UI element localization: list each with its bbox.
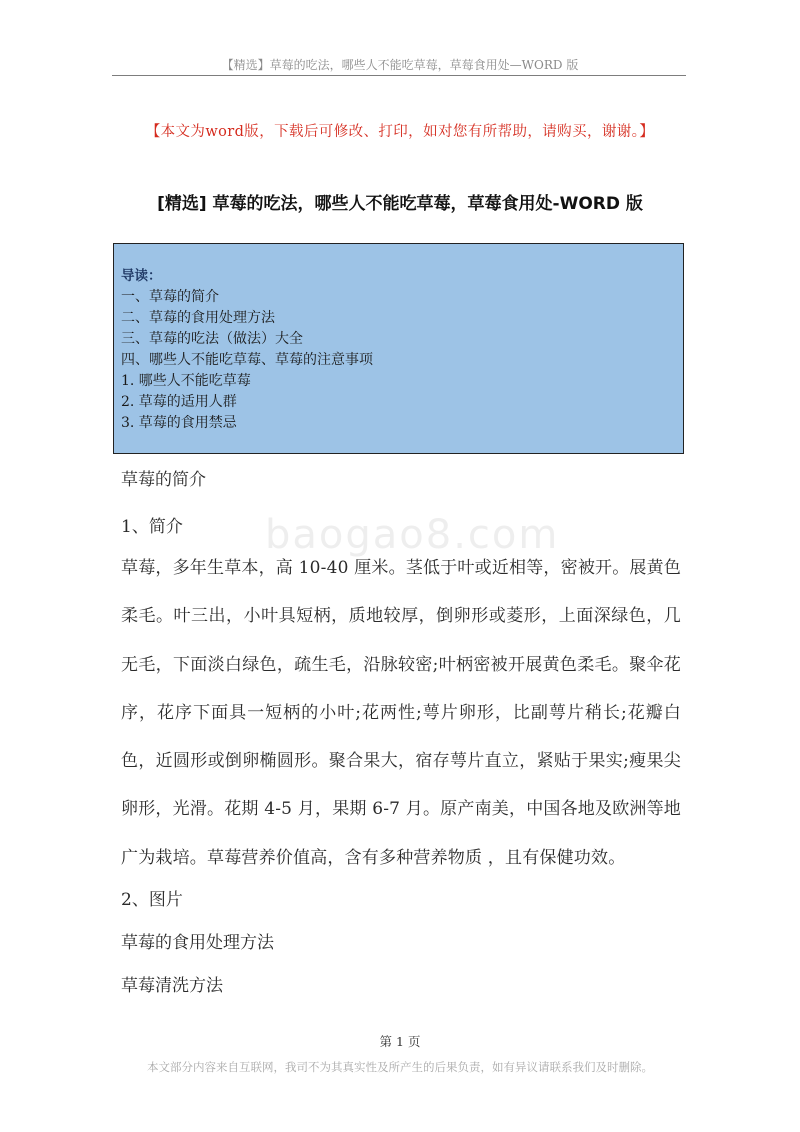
section-heading-washing: 草莓清洗方法 bbox=[121, 976, 223, 996]
watermark: baogao8.com bbox=[265, 512, 560, 558]
header-divider bbox=[112, 75, 686, 76]
toc-item-1: 一、草莓的简介 bbox=[121, 289, 219, 305]
toc-item-5: 1. 哪些人不能吃草莓 bbox=[121, 373, 251, 389]
subheading-intro: 1、简介 bbox=[121, 517, 183, 537]
toc-item-4: 四、哪些人不能吃草莓、草莓的注意事项 bbox=[121, 352, 373, 368]
table-of-contents bbox=[113, 243, 684, 454]
section-heading-intro: 草莓的简介 bbox=[121, 470, 206, 490]
purchase-notice: 【本文为word版，下载后可修改、打印，如对您有所帮助，请购买，谢谢。】 bbox=[145, 124, 655, 140]
subheading-images: 2、图片 bbox=[121, 890, 183, 910]
toc-item-3: 三、草莓的吃法（做法）大全 bbox=[121, 331, 303, 347]
toc-item-2: 二、草莓的食用处理方法 bbox=[121, 310, 275, 326]
toc-heading: 导读： bbox=[121, 268, 162, 284]
footer-disclaimer: 本文部分内容来自互联网，我司不为其真实性及所产生的后果负责，如有异议请联系我们及时删除。 bbox=[147, 1060, 653, 1074]
section-heading-handling: 草莓的食用处理方法 bbox=[121, 933, 274, 953]
toc-item-7: 3. 草莓的食用禁忌 bbox=[121, 415, 237, 431]
running-header: 【精选】草莓的吃法，哪些人不能吃草莓，草莓食用处—WORD 版 bbox=[221, 58, 579, 72]
page-number: 第 1 页 bbox=[379, 1034, 421, 1049]
intro-paragraph: 草莓，多年生草本，高 10-40 厘米。茎低于叶或近相等，密被开。展黄色柔毛。叶三出，小叶具短柄，质地较厚，倒卵形或菱形，上面深绿色，几无毛，下面淡白绿色，疏生毛，沿脉较密;叶柄密被开展黄色柔毛。聚伞花序，花序下面具一短柄的小叶;花两性;萼片卵形，比副萼片稍长;花瓣白色，近圆形或倒卵椭圆形。聚合果大，宿存萼片直立，紧贴于果实;瘦果尖卵形，光滑。花期 4-5 月，果期 6-7 月。原产南美，中国各地及欧洲等地广为栽培。草莓营养价值高，含有多种营养物质 ，且有保健功效。 bbox=[121, 558, 682, 868]
document-title: [精选] 草莓的吃法，哪些人不能吃草莓，草莓食用处-WORD 版 bbox=[157, 194, 643, 214]
toc-item-6: 2. 草莓的适用人群 bbox=[121, 394, 237, 410]
